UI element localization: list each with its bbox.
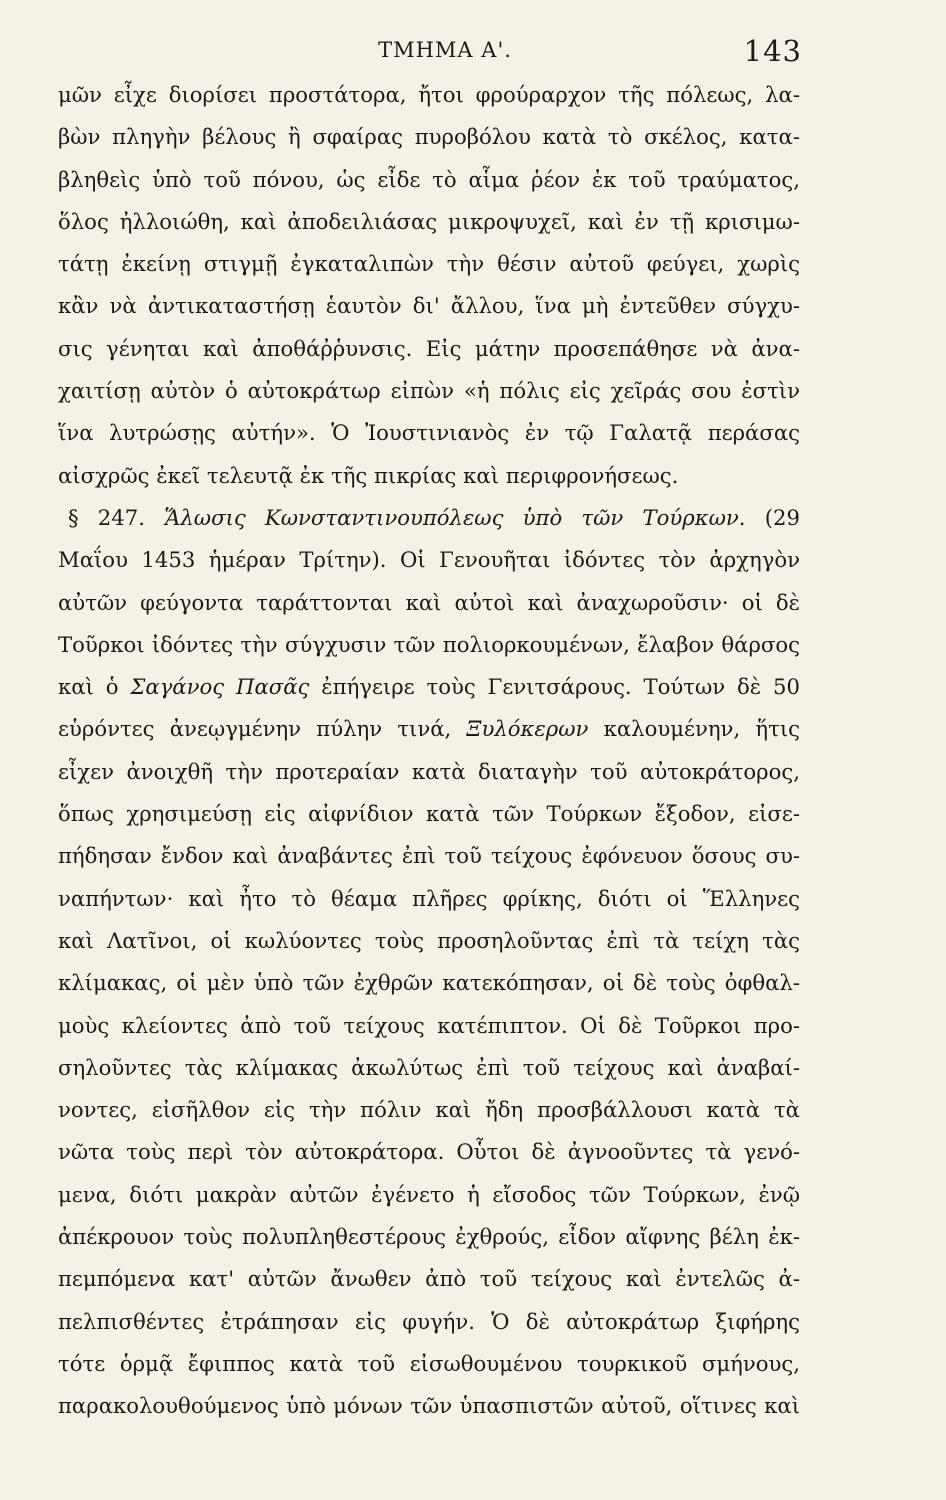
text-line: βὼν πληγὴν βέλους ἢ σφαίρας πυροβόλου κατὰ τὸ σκέλος, κατα- bbox=[58, 124, 800, 150]
text-line: νοντες, εἰσῆλθον εἰς τὴν πόλιν καὶ ἤδη προσβάλλουσι κατὰ τὰ bbox=[58, 1097, 800, 1123]
text-segment: (29 bbox=[745, 504, 800, 530]
italic-phrase: Ξυλόκερων bbox=[466, 716, 589, 742]
text-line: μῶν εἶχε διορίσει προστάτορα, ἤτοι φρούραρχον τῆς πόλεως, λα- bbox=[58, 82, 800, 107]
text-line: μενα, διότι μακρὰν αὐτῶν ἐγένετο ἡ εἴσοδος τῶν Τούρκων, ἐνῷ bbox=[58, 1181, 800, 1207]
text-line: εἶχεν ἀνοιχθῆ τὴν προτεραίαν κατὰ διαταγὴν τοῦ αὐτοκράτορος, bbox=[58, 758, 800, 784]
running-head: ΤΜΗΜΑ Α'. bbox=[378, 38, 512, 62]
italic-phrase: Ἅλωσις Κωνσταντινουπόλεως ὑπὸ τῶν Τούρκων. bbox=[164, 504, 746, 530]
text-line: αὐτῶν φεύγοντα ταράττονται καὶ αὐτοὶ καὶ ἀναχωροῦσιν· οἱ δὲ bbox=[58, 589, 800, 615]
text-line bbox=[58, 666, 800, 708]
text-line bbox=[58, 497, 800, 539]
text-segment: ἐπήγειρε τοὺς Γενιτσάρους. Τούτων δὲ 50 bbox=[309, 674, 800, 700]
text-line: Τοῦρκοι ἰδόντες τὴν σύγχυσιν τῶν πολιορκουμένων, ἔλαβον θάρσος bbox=[58, 631, 800, 657]
text-line: τότε ὁρμᾷ ἔφιππος κατὰ τοῦ εἰσωθουμένου τουρκικοῦ σμήνους, bbox=[58, 1350, 800, 1376]
text-line: αἰσχρῶς ἐκεῖ τελευτᾷ ἐκ τῆς πικρίας καὶ περιφρονήσεως. bbox=[58, 462, 679, 488]
text-line: νῶτα τοὺς περὶ τὸν αὐτοκράτορα. Οὗτοι δὲ ἀγνοοῦντες τὰ γενό- bbox=[58, 1139, 800, 1165]
text-line: τάτῃ ἐκείνῃ στιγμῇ ἐγκαταλιπὼν τὴν θέσιν αὐτοῦ φεύγει, χωρὶς bbox=[58, 251, 800, 277]
text-line: ὅλος ἠλλοιώθη, καὶ ἀποδειλιάσας μικροψυχεῖ, καὶ ἐν τῇ κρισιμω- bbox=[58, 208, 800, 234]
text-segment: § 247. bbox=[68, 504, 165, 530]
text-segment: καὶ ὁ bbox=[58, 674, 131, 700]
text-line bbox=[58, 708, 800, 750]
text-line: πελπισθέντες ἐτράπησαν εἰς φυγήν. Ὁ δὲ αὐτοκράτωρ ξιφήρης bbox=[58, 1308, 800, 1334]
text-line: χαιτίσῃ αὐτὸν ὁ αὐτοκράτωρ εἰπὼν «ἡ πόλις εἰς χεῖράς σου ἐστὶν bbox=[58, 378, 800, 404]
text-line: ἵνα λυτρώσῃς αὐτήν». Ὁ Ἰουστινιανὸς ἐν τῷ Γαλατᾷ περάσας bbox=[58, 420, 800, 446]
text-line: ναπήντων· καὶ ἦτο τὸ θέαμα πλῆρες φρίκης, διότι οἱ Ἕλληνες bbox=[58, 885, 800, 911]
text-line: κλίμακας, οἱ μὲν ὑπὸ τῶν ἐχθρῶν κατεκόπησαν, οἱ δὲ τοὺς ὀφθαλ- bbox=[58, 970, 800, 996]
text-line: καὶ Λατῖνοι, οἱ κωλύοντες τοὺς προσηλοῦντας ἐπὶ τὰ τείχη τὰς bbox=[58, 927, 800, 953]
text-line: πήδησαν ἔνδον καὶ ἀναβάντες ἐπὶ τοῦ τείχους ἐφόνευον ὅσους συ- bbox=[58, 843, 800, 869]
page-number: 143 bbox=[743, 34, 802, 68]
text-line: σις γένηται καὶ ἀποθάῤῥυνσις. Εἰς μάτην προσεπάθησε νὰ ἀνα- bbox=[58, 335, 800, 361]
text-line: βληθεὶς ὑπὸ τοῦ πόνου, ὡς εἶδε τὸ αἷμα ῥέον ἐκ τοῦ τραύματος, bbox=[58, 166, 800, 192]
text-line: παρακολουθούμενος ὑπὸ μόνων τῶν ὑπασπιστῶν αὐτοῦ, οἵτινες καὶ bbox=[58, 1393, 800, 1419]
body-text bbox=[58, 74, 800, 1428]
italic-phrase: Σαγάνος Πασᾶς bbox=[130, 674, 310, 700]
text-segment: καλουμένην, ἥτις bbox=[588, 716, 800, 742]
text-line: Μαΐου 1453 ἡμέραν Τρίτην). Οἱ Γενουῆται ἰδόντες τὸν ἀρχηγὸν bbox=[58, 547, 800, 573]
text-segment: εὑρόντες ἀνεῳγμένην πύλην τινά, bbox=[58, 716, 467, 742]
text-line: σηλοῦντες τὰς κλίμακας ἀκωλύτως ἐπὶ τοῦ τείχους καὶ ἀναβαί- bbox=[58, 1054, 800, 1080]
text-line: μοὺς κλείοντες ἀπὸ τοῦ τείχους κατέπιπτον. Οἱ δὲ Τοῦρκοι προ- bbox=[58, 1012, 800, 1038]
text-line: πεμπόμενα κατ' αὐτῶν ἄνωθεν ἀπὸ τοῦ τείχους καὶ ἐντελῶς ἀ- bbox=[58, 1266, 800, 1292]
text-line: ὅπως χρησιμεύσῃ εἰς αἰφνίδιον κατὰ τῶν Τούρκων ἔξοδον, εἰσε- bbox=[58, 801, 800, 827]
text-line: κἂν νὰ ἀντικαταστήσῃ ἑαυτὸν δι' ἄλλου, ἵνα μὴ ἐντεῦθεν σύγχυ- bbox=[58, 293, 800, 319]
text-line: ἀπέκρουον τοὺς πολυπληθεστέρους ἐχθρούς, εἶδον αἴφνης βέλη ἐκ- bbox=[58, 1224, 800, 1250]
page-header bbox=[72, 34, 802, 74]
